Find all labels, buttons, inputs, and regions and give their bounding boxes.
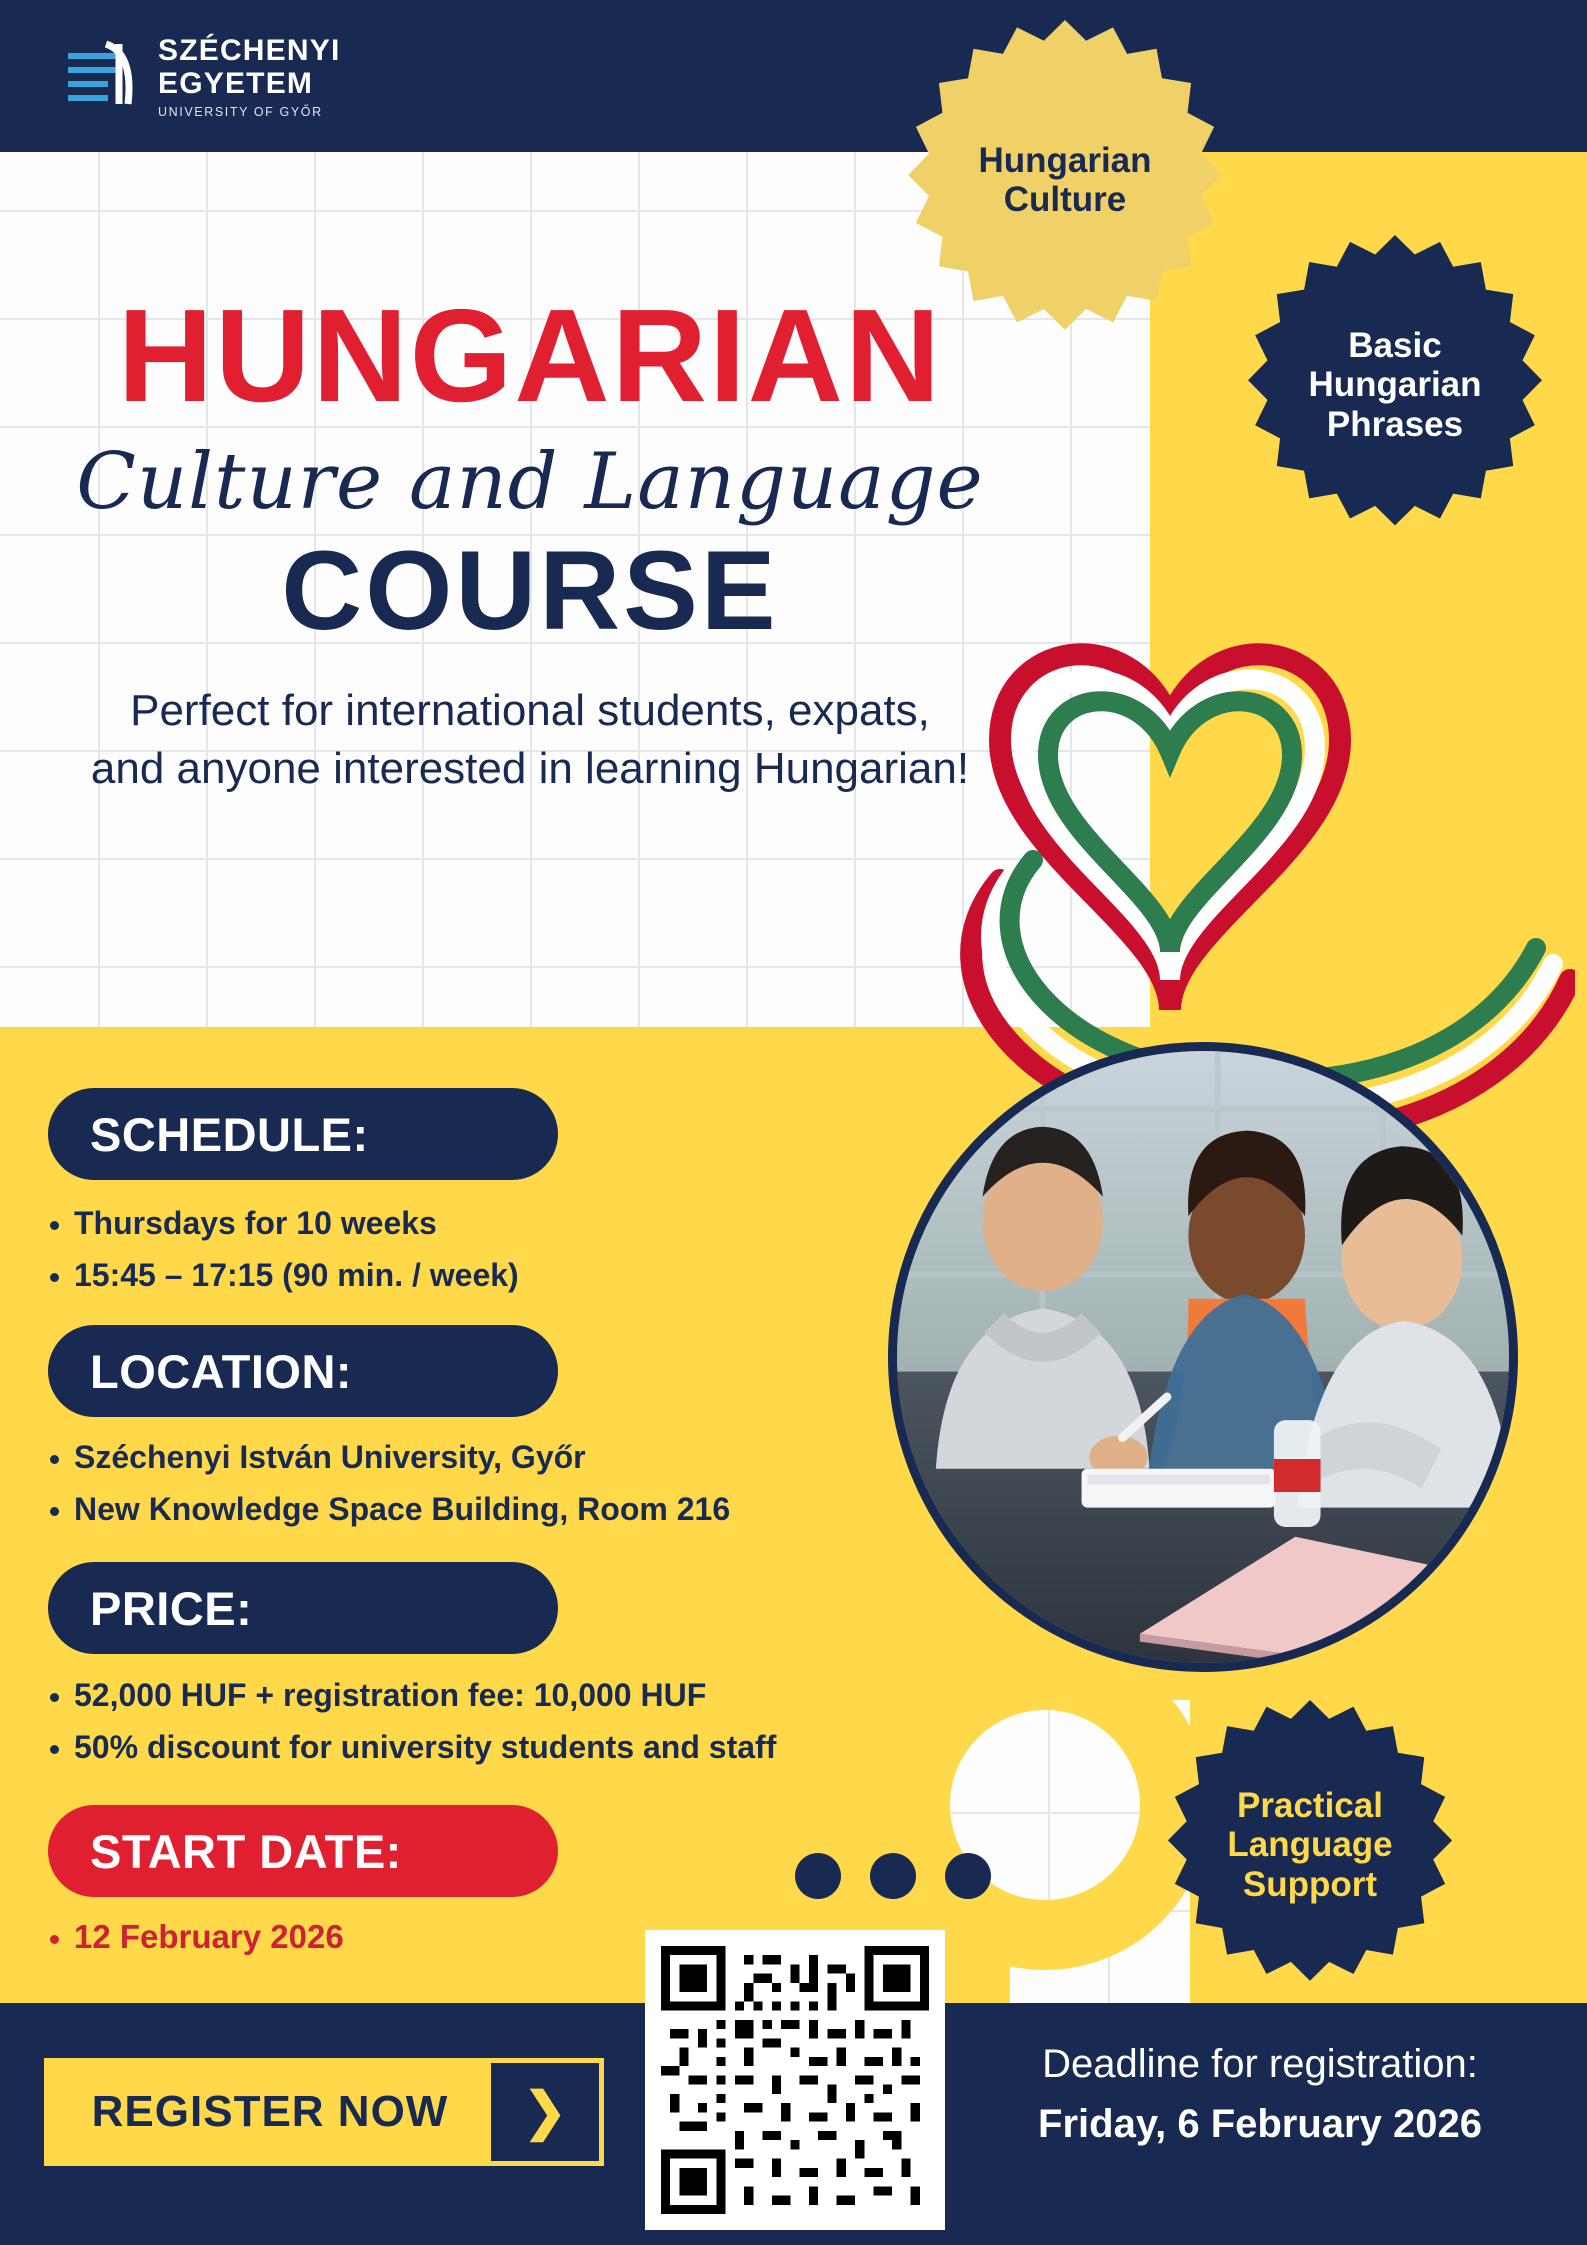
badge-practical-line1: Practical (1237, 1786, 1383, 1826)
decorative-dot (795, 1853, 841, 1899)
list-item: • Thursdays for 10 weeks (74, 1198, 852, 1250)
list-item: • 52,000 HUF + registration fee: 10,000 HUF (74, 1670, 1002, 1722)
badge-phrases-line2: Hungarian (1308, 365, 1482, 405)
badge-hungarian-culture (900, 20, 1230, 340)
logo-mark-icon (62, 36, 140, 118)
section-title-schedule: SCHEDULE: (48, 1088, 558, 1180)
deadline-label: Deadline for registration: (1042, 2042, 1478, 2086)
headline-script: Culture and Language (76, 437, 984, 527)
decorative-dot (945, 1853, 991, 1899)
badge-culture-line1: Hungarian (978, 140, 1152, 180)
deadline-block (960, 2040, 1560, 2147)
badge-basic-hungarian-phrases (1240, 235, 1550, 535)
section-title-location: LOCATION: (48, 1325, 558, 1417)
badge-culture-line2: Culture (1003, 180, 1127, 219)
chevron-right-icon: ❯ (491, 2063, 599, 2161)
start-date-list (22, 1910, 722, 1963)
register-now-button[interactable] (44, 2058, 604, 2166)
logo-name-line1: SZÉCHENYI (158, 34, 341, 67)
badge-practical-line3: Support (1242, 1864, 1378, 1904)
headline-block (0, 282, 1060, 798)
logo-name-line2: EGYETEM (158, 67, 314, 100)
price-list (22, 1670, 1002, 1774)
badge-practical-language-support (1160, 1700, 1460, 1990)
list-item: • Széchenyi István University, Győr (74, 1432, 892, 1484)
students-photo (888, 1042, 1518, 1672)
deadline-date: Friday, 6 February 2026 (1038, 2102, 1482, 2146)
list-item: • 12 February 2026 (74, 1910, 722, 1963)
badge-phrases-line3: Phrases (1326, 404, 1464, 444)
section-title-price: PRICE: (48, 1562, 558, 1654)
list-item: • 50% discount for university students and staff (74, 1722, 1002, 1774)
list-item: • 15:45 – 17:15 (90 min. / week) (74, 1250, 852, 1302)
decorative-dot (870, 1853, 916, 1899)
badge-practical-line2: Language (1227, 1825, 1393, 1865)
schedule-list (22, 1198, 852, 1302)
headline-main: HUNGARIAN (117, 282, 943, 429)
register-now-label: REGISTER NOW (49, 2063, 491, 2161)
headline-course: COURSE (281, 527, 779, 653)
logo-subtitle: UNIVERSITY OF GYŐR (158, 105, 323, 119)
section-title-start-date: START DATE: (48, 1805, 558, 1897)
header-bar (0, 0, 1587, 152)
badge-phrases-line1: Basic (1348, 326, 1442, 366)
qr-code[interactable] (645, 1930, 945, 2230)
location-list (22, 1432, 892, 1536)
headline-subtitle: Perfect for international students, expats, and anyone interested in learning Hungarian! (90, 685, 970, 793)
list-item: • New Knowledge Space Building, Room 216 (74, 1484, 892, 1536)
university-logo (62, 36, 341, 119)
